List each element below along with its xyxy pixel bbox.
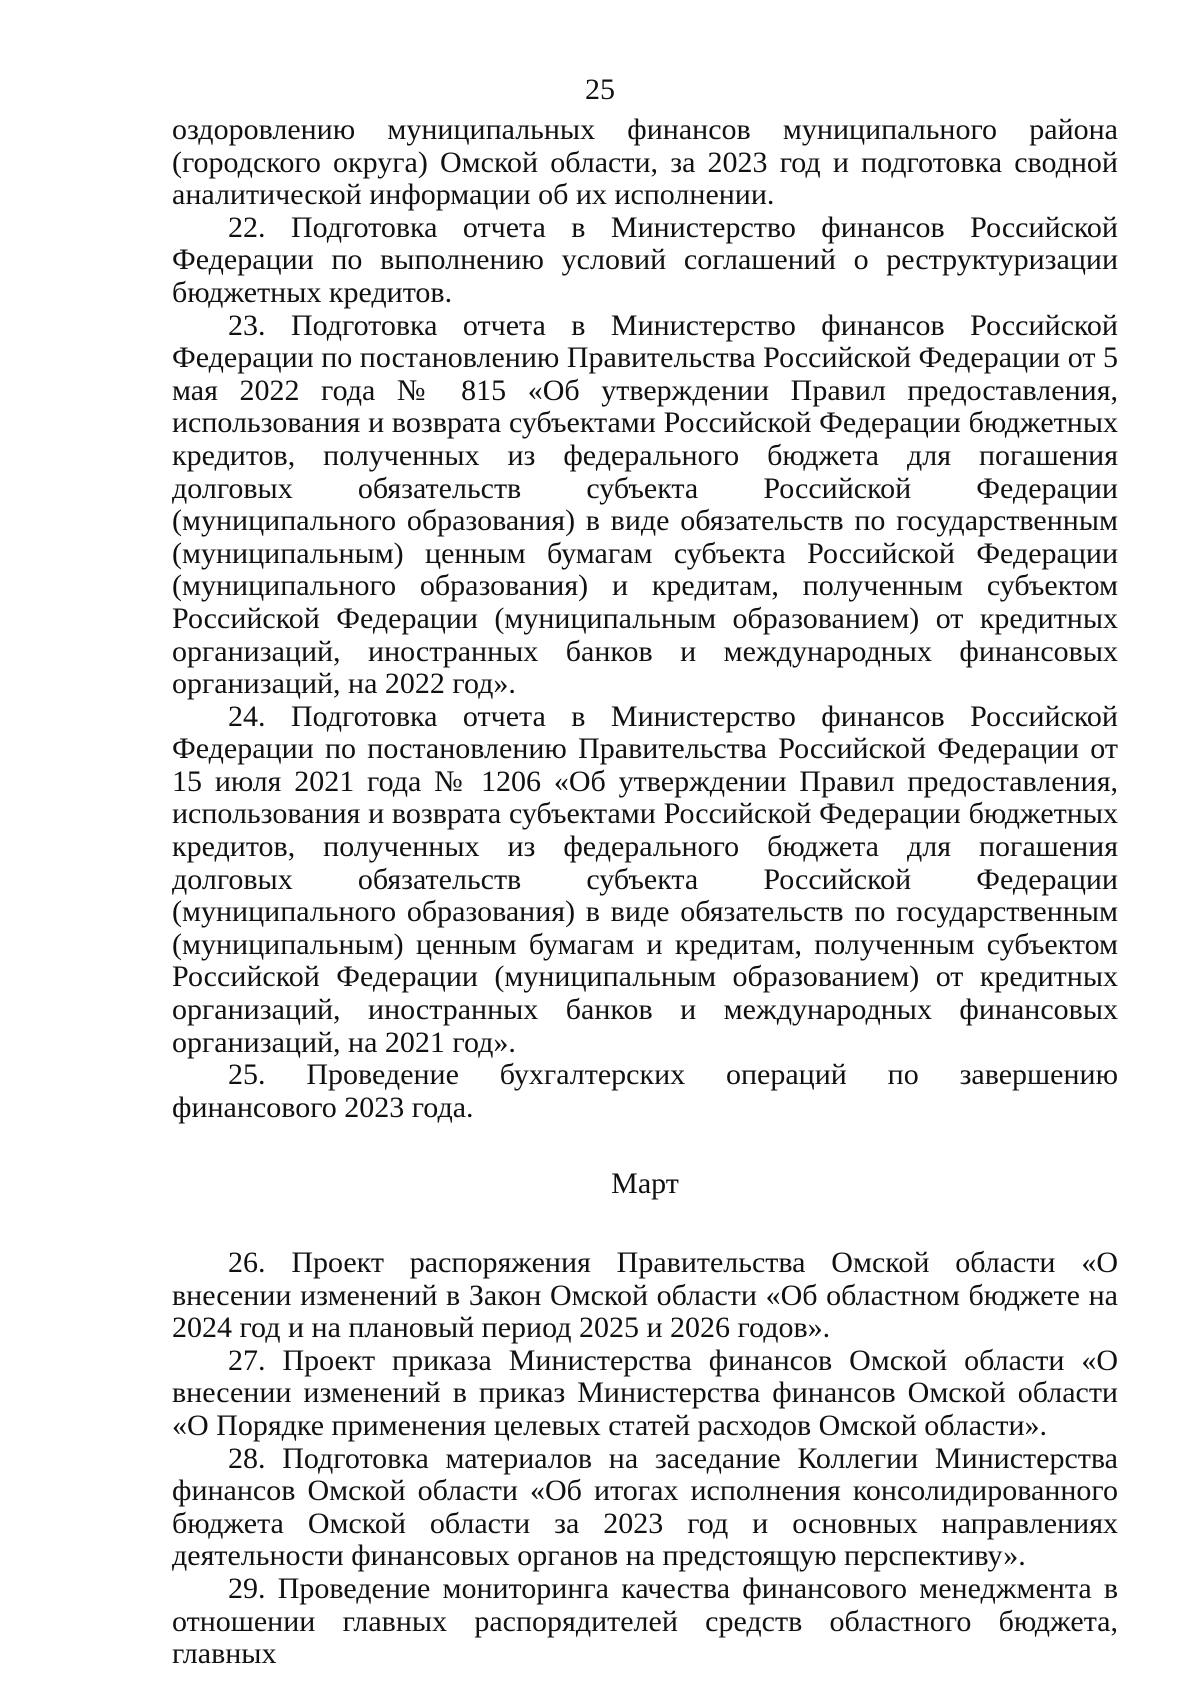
paragraph: 22. Подготовка отчета в Министерство финансов Российской Федерации по выполнению условий соглашений о реструктуризации бюджетных кредитов. [172, 210, 1118, 309]
paragraph: 25. Проведение бухгалтерских операций по завершению финансового 2023 года. [172, 1058, 1118, 1124]
page-number: 25 [585, 73, 615, 106]
document-body [172, 114, 1118, 1671]
paragraph: 27. Проект приказа Министерства финансов Омской области «О внесении изменений в приказ Министерства финансов Омской области «О Порядке применения целевых статей расходов Омской области». [172, 1343, 1118, 1442]
paragraph: 28. Подготовка материалов на заседание Коллегии Министерства финансов Омской области «Об итогах исполнения консолидированного бюджета Омской области за 2023 год и основных направлениях деятельности финансовых органов на предстоящую перспективу». [172, 1441, 1118, 1573]
paragraph: 24. Подготовка отчета в Министерство финансов Российской Федерации по постановлению Правительства Российской Федерации от 15 июля 2021 года № 1206 «Об утверждении Правил предоставления, использования и возврата субъектами Российской Федерации бюджетных кредитов, полученных из федерального бюджета для погашения долговых обязательств субъекта Российской Федерации (муниципального образования) в виде обязательств по государственным (муниципальным) ценным бумагам и кредитам, полученным субъектом Российской Федерации (муниципальным образованием) от кредитных организаций, иностранных банков и международных финансовых организаций, на 2021 год». [172, 699, 1118, 1059]
paragraph: 29. Проведение мониторинга качества финансового менеджмента в отношении главных распорядителей средств областного бюджета, главных [172, 1571, 1118, 1671]
paragraphs-after-heading [172, 1247, 1118, 1671]
paragraph: оздоровлению муниципальных финансов муниципального района (городского округа) Омской области, за 2023 год и подготовка сводной аналитической информации об их исполнении. [172, 113, 1118, 212]
paragraphs-before-heading [172, 114, 1118, 1124]
paragraph: 23. Подготовка отчета в Министерство финансов Российской Федерации по постановлению Правительства Российской Федерации от 5 мая 2022 года № 815 «Об утверждении Правил предоставления, использования и возврата субъектами Российской Федерации бюджетных кредитов, полученных из федерального бюджета для погашения долговых обязательств субъекта Российской Федерации (муниципального образования) в виде обязательств по государственным (муниципальным) ценным бумагам субъекта Российской Федерации (муниципального образования) и кредитам, полученным субъектом Российской Федерации (муниципальным образованием) от кредитных организаций, иностранных банков и международных финансовых организаций, на 2022 год». [172, 308, 1118, 701]
paragraph: 26. Проект распоряжения Правительства Омской области «О внесении изменений в Закон Омской области «Об областном бюджете на 2024 год и на плановый период 2025 и 2026 годов». [172, 1246, 1118, 1345]
month-heading: Март [611, 1167, 679, 1201]
